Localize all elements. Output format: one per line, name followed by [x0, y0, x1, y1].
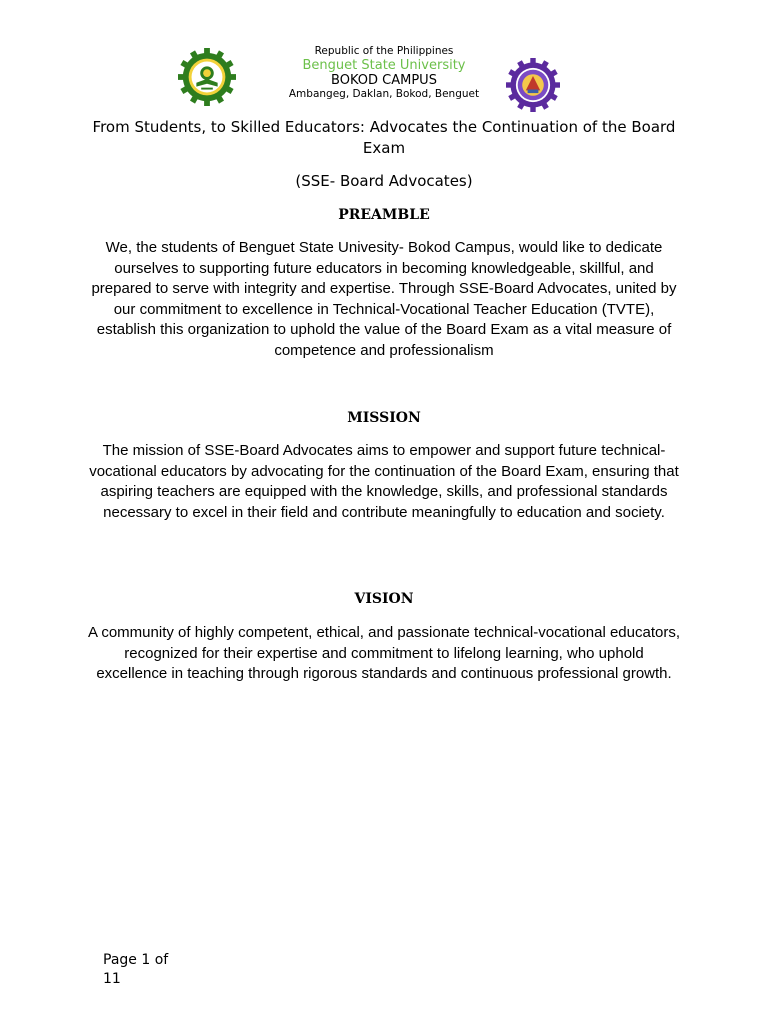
campus-address: Ambangeg, Daklan, Bokod, Benguet — [288, 88, 480, 100]
preamble-heading: PREAMBLE — [338, 207, 430, 223]
page-number-label: Page 1 of — [103, 952, 169, 968]
bsu-seal-icon — [178, 48, 236, 106]
mission-heading: MISSION — [347, 410, 421, 426]
document-title: From Students, to Skilled Educators: Advocates the Continuation of the Board Exam — [92, 118, 676, 157]
vision-heading: VISION — [354, 591, 414, 607]
page-number-total: 11 — [103, 971, 121, 987]
vision-text: A community of highly competent, ethical, and passionate technical-vocational educators, recognized for their expertise and commitment to lifelong learning, who uphold excellence in teaching through rigorous standards and continuous professional growth. — [88, 624, 681, 683]
republic-label: Republic of the Philippines — [314, 45, 454, 57]
mission-text: The mission of SSE-Board Advocates aims to empower and support future technical-vocational educators by advocating for the continuation of the Board Exam, ensuring that aspiring teachers are equipped with the knowledge, skills, and professional standards necessary to excel in their field and contribute meaningfully to education and society. — [89, 442, 679, 521]
campus-name: BOKOD CAMPUS — [331, 73, 437, 88]
sse-board-advocates-seal-icon — [506, 58, 560, 112]
document-acronym: (SSE- Board Advocates) — [295, 172, 473, 190]
letterhead — [0, 44, 768, 116]
preamble-text: We, the students of Benguet State Univesity- Bokod Campus, would like to dedicate ourselves to supporting future educators in becoming knowledgeable, skillful, and prepared to serve with integrity and expertise. Through SSE-Board Advocates, united by our commitment to excellence in Technical-Vocational Teacher Education (TVTE), establish this organization to uphold the value of the Board Exam as a vital measure of competence and professionalism — [91, 239, 677, 359]
university-name: Benguet State University — [302, 58, 466, 73]
page-number — [103, 951, 183, 989]
